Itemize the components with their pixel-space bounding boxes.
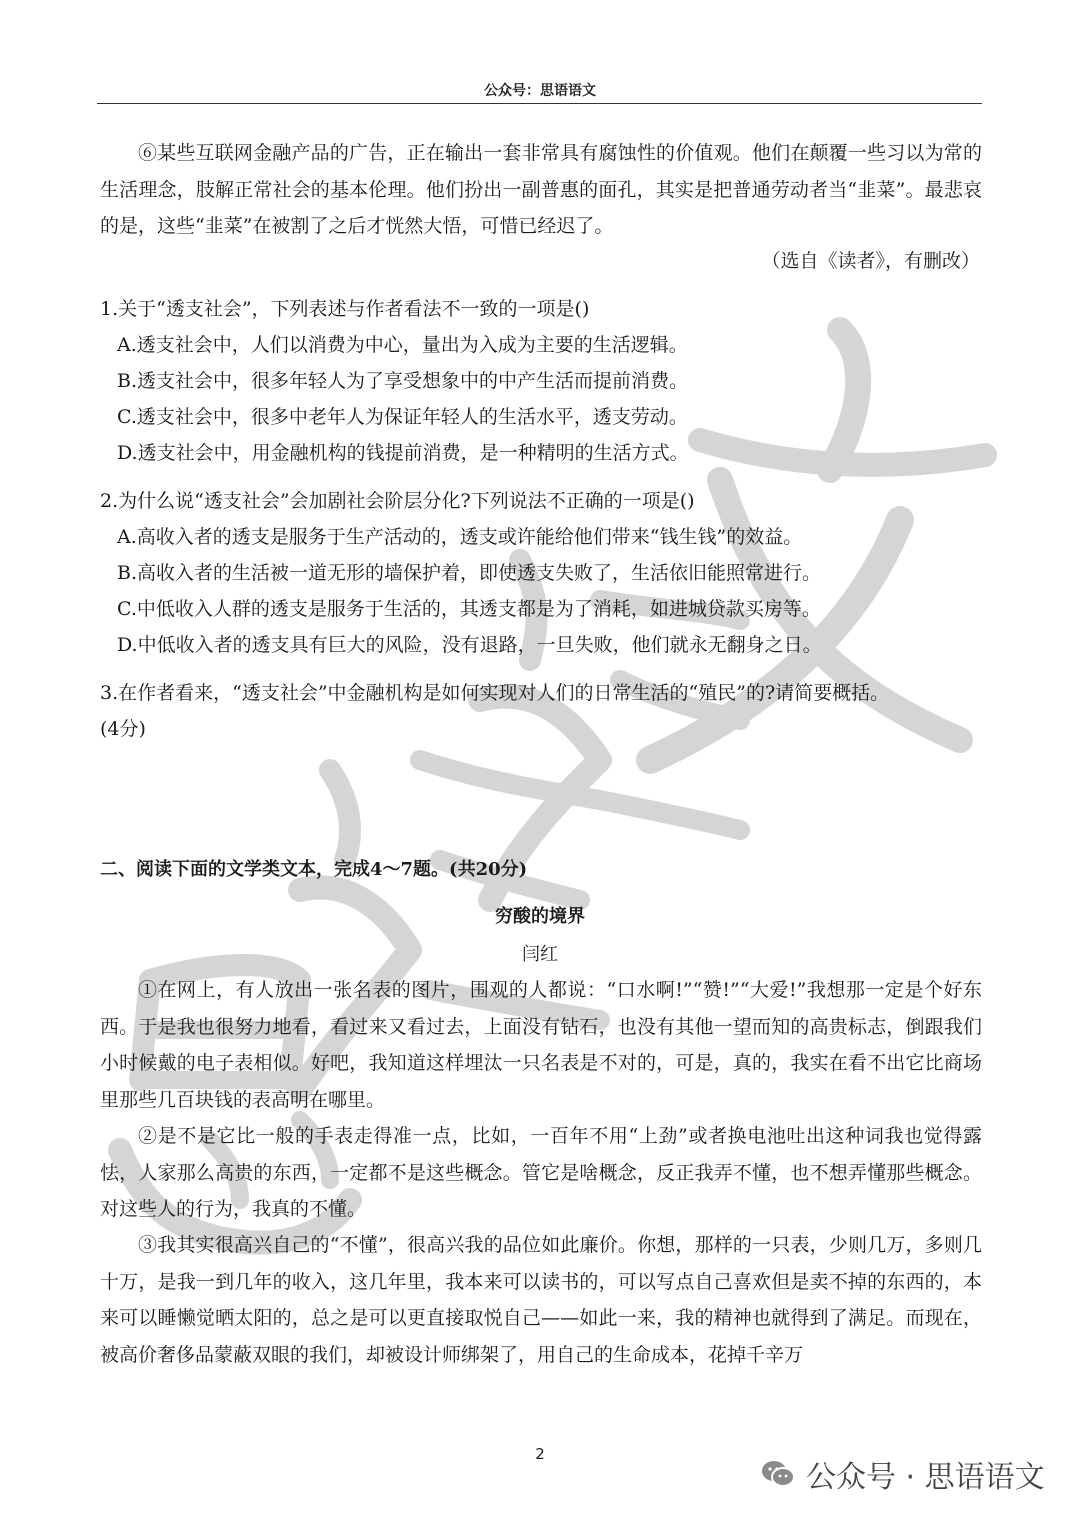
article-paragraph-1: ①在网上，有人放出一张名表的图片，围观的人都说：“口水啊!”“赞!”“大爱!”我想那一定是个好东西。于是我也很努力地看，看过来又看过去，上面没有钻石，也没有其他一望而知的高贵标志，倒跟我们小时候戴的电子表相似。好吧，我知道这样埋汰一只名表是不对的，可是，真的，我实在看不出它比商场里那些几百块钱的表高明在哪里。 — [100, 979, 982, 1111]
question-2-option-a: A.高收入者的透支是服务于生产活动的，透支或许能给他们带来“钱生钱”的效益。 — [117, 526, 803, 548]
question-1-option-a: A.透支社会中，人们以消费为中心，量出为入成为主要的生活逻辑。 — [117, 334, 688, 356]
question-1-stem: 1.关于“透支社会”，下列表述与作者看法不一致的一项是() — [100, 298, 590, 320]
passage-paragraph-6: ⑥某些互联网金融产品的广告，正在输出一套非常具有腐蚀性的价值观。他们在颠覆一些习以为常的生活理念，肢解正常社会的基本伦理。他们扮出一副普惠的面孔，其实是把普通劳动者当“韭菜”。最悲哀的是，这些“韭菜”在被割了之后才恍然大悟，可惜已经迟了。 — [100, 142, 982, 237]
article-paragraph-2: ②是不是它比一般的手表走得准一点，比如，一百年不用“上劲”或者换电池吐出这种词我也觉得露怯，人家那么高贵的东西，一定都不是这些概念。管它是啥概念，反正我弄不懂，也不想弄懂那些概念。对这些人的行为，我真的不懂。 — [100, 1125, 982, 1220]
question-1-option-c: C.透支社会中，很多中老年人为保证年轻人的生活水平，透支劳动。 — [117, 406, 688, 428]
footer-brand — [760, 1452, 1045, 1496]
question-3-score: (4分) — [100, 718, 146, 740]
wechat-icon — [760, 1458, 796, 1490]
page-header: 公众号：思语语文 — [484, 83, 596, 99]
question-1-option-b: B.透支社会中，很多年轻人为了享受想象中的中产生活而提前消费。 — [117, 370, 689, 392]
section-2-heading: 二、阅读下面的文学类文本，完成4～7题。(共20分) — [100, 859, 528, 880]
article-paragraph-3: ③我其实很高兴自己的“不懂”，很高兴我的品位如此廉价。你想，那样的一只表，少则几万，多则几十万，是我一到几年的收入，这几年里，我本来可以读书的，可以写点自己喜欢但是卖不掉的东西的，本来可以睡懒觉晒太阳的，总之是可以更直接取悦自己——如此一来，我的精神也就得到了满足。而现在，被高价奢侈品蒙蔽双眼的我们，却被设计师绑架了，用自己的生命成本，花掉千辛万 — [100, 1234, 982, 1366]
question-2-option-b: B.高收入者的生活被一道无形的墙保护着，即使透支失败了，生活依旧能照常进行。 — [117, 562, 822, 584]
question-3-stem: 3.在作者看来，“透支社会”中金融机构是如何实现对人们的日常生活的“殖民”的?请简要概括。 — [100, 682, 890, 704]
article-title: 穷酸的境界 — [495, 906, 585, 927]
article-author: 闫红 — [522, 944, 558, 965]
question-2-option-d: D.中低收入者的透支具有巨大的风险，没有退路，一旦失败，他们就永无翻身之日。 — [117, 634, 822, 656]
footer-text: 公众号 · 思语语文 — [806, 1460, 1045, 1495]
header-divider — [97, 103, 982, 104]
question-2-stem: 2.为什么说“透支社会”会加剧社会阶层分化?下列说法不正确的一项是() — [100, 490, 695, 512]
page-number: 2 — [535, 1445, 545, 1463]
question-1-option-d: D.透支社会中，用金融机构的钱提前消费，是一种精明的生活方式。 — [117, 442, 689, 464]
passage-source: （选自《读者》，有删改） — [761, 250, 980, 272]
question-2-option-c: C.中低收入人群的透支是服务于生活的，其透支都是为了消耗，如进城贷款买房等。 — [117, 598, 821, 620]
